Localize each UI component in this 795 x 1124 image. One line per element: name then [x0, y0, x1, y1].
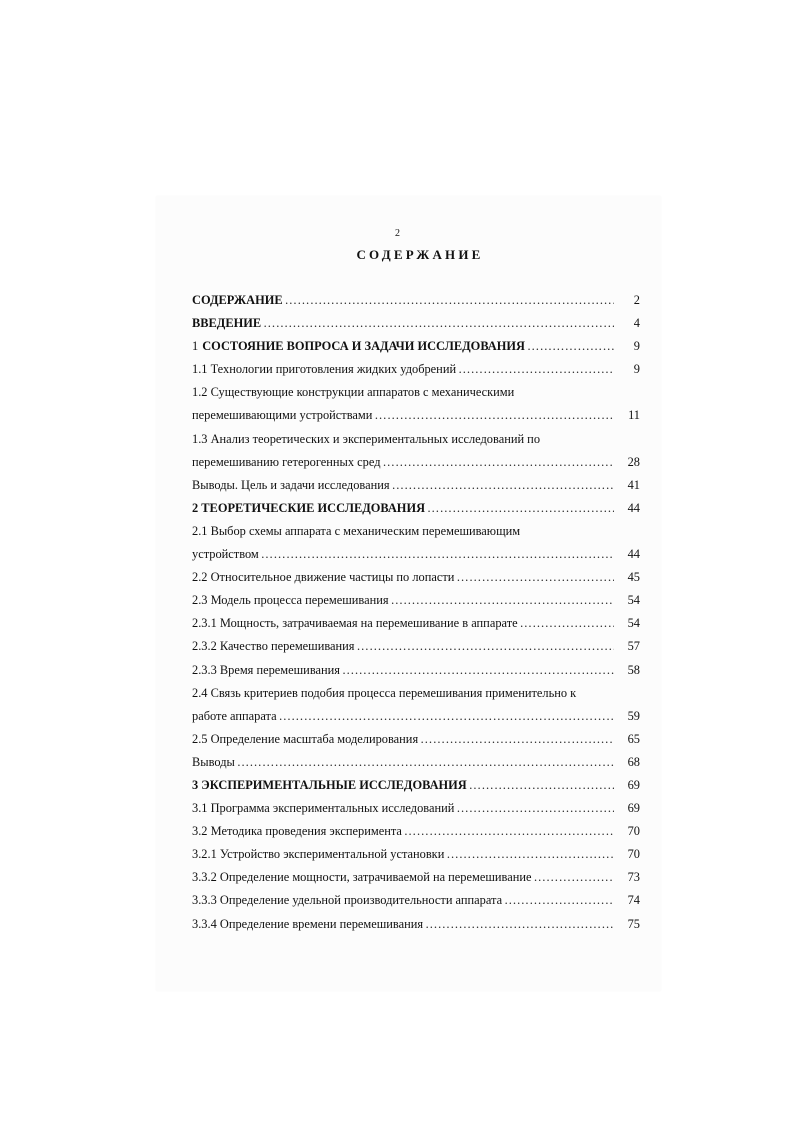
toc-entry-title: 2.3.1 Мощность, затрачиваемая на перемешивание в аппарате	[192, 616, 518, 631]
toc-leader-dots	[420, 729, 614, 749]
toc-leader-dots	[237, 752, 614, 772]
toc-leader-dots	[261, 544, 614, 564]
toc-leader-dots	[383, 452, 615, 472]
toc-entry	[192, 613, 640, 636]
toc-entry-page: 4	[633, 316, 640, 331]
toc-entry-title: 3.2.1 Устройство экспериментальной установки	[192, 847, 445, 862]
toc-leader-dots	[356, 636, 614, 656]
toc-leader-dots	[533, 867, 614, 887]
toc-entry	[192, 521, 640, 544]
toc-entry-title: Выводы. Цель и задачи исследования	[192, 477, 390, 492]
toc-entry	[192, 775, 640, 798]
toc-leader-dots	[342, 660, 614, 680]
toc-entry-title: 2.3 Модель процесса перемешивания	[192, 593, 389, 608]
toc-entry-page: 44	[627, 500, 640, 515]
toc-leader-dots	[458, 359, 614, 379]
toc-entry-title: 2.5 Определение масштаба моделирования	[192, 731, 419, 746]
toc-entry-title: 2 ТЕОРЕТИЧЕСКИЕ ИССЛЕДОВАНИЯ	[192, 500, 426, 515]
toc-entry-title: 2.3.3 Время перемешивания	[192, 662, 340, 677]
toc-leader-dots	[469, 775, 614, 795]
toc-entry	[192, 729, 640, 752]
toc-entry-page: 54	[627, 616, 640, 631]
toc-entry	[192, 475, 640, 498]
toc-leader-dots	[374, 405, 614, 425]
toc-entry-title: 3 ЭКСПЕРИМЕНТАЛЬНЫЕ ИССЛЕДОВАНИЯ	[192, 777, 467, 792]
toc-entry-page: 75	[627, 916, 640, 931]
toc-entry-page: 70	[627, 824, 640, 839]
toc-entry	[192, 544, 640, 567]
toc-entry-title: 3.3.2 Определение мощности, затрачиваемой на перемешивание	[192, 870, 532, 885]
toc-entry	[192, 914, 640, 937]
toc-heading: СОДЕРЖАНИЕ	[356, 247, 484, 262]
toc-entry	[192, 405, 640, 428]
toc-entry-page: 74	[627, 893, 640, 908]
toc-entry-title: ВВЕДЕНИЕ	[192, 316, 262, 331]
toc-leader-dots	[391, 590, 614, 610]
toc-entry-title: СОДЕРЖАНИЕ	[192, 293, 283, 307]
toc-entry-page: 58	[627, 662, 640, 677]
toc-entry-page: 44	[627, 547, 640, 562]
toc-entry-number: 1	[192, 339, 199, 354]
toc-leader-dots	[527, 336, 614, 356]
toc-leader-dots	[392, 475, 614, 495]
toc-entry-page: 69	[627, 801, 640, 816]
toc-entry-page: 41	[627, 477, 640, 492]
toc-leader-dots	[425, 914, 614, 934]
page-number: 2	[395, 228, 400, 239]
toc-entry	[192, 867, 640, 890]
toc-leader-dots	[279, 706, 614, 726]
toc-entry	[192, 683, 640, 706]
toc-entry-page: 68	[627, 754, 640, 769]
toc-leader-dots	[285, 290, 614, 310]
toc-entry-title: 2.2 Относительное движение частицы по лопасти	[192, 570, 455, 585]
toc-entry	[192, 336, 640, 359]
toc-entry-title: 3.1 Программа экспериментальных исследований	[192, 801, 455, 816]
toc-leader-dots	[504, 890, 614, 910]
toc-entry-page: 9	[633, 362, 640, 377]
toc-entry-page: 73	[627, 870, 640, 885]
toc-entry-title: 1.3 Анализ теоретических и экспериментальных исследований по	[192, 431, 541, 446]
toc-entry	[192, 890, 640, 913]
toc-entry	[192, 706, 640, 729]
toc-leader-dots	[446, 844, 614, 864]
toc-entry-page: 57	[627, 639, 640, 654]
toc-entry	[192, 821, 640, 844]
toc-entry-title: 2.4 Связь критериев подобия процесса перемешивания применительно к	[192, 685, 577, 700]
toc-entry	[192, 798, 640, 821]
toc-entry-page: 11	[628, 408, 640, 423]
toc-entry-title: Выводы	[192, 754, 235, 769]
toc-leader-dots	[427, 498, 614, 518]
toc-entry-page: 54	[627, 593, 640, 608]
toc-leader-dots	[404, 821, 614, 841]
toc-entry-page: 9	[633, 339, 640, 354]
toc-entry	[192, 636, 640, 659]
toc-entry-page: 69	[627, 777, 640, 792]
toc-entry-title: 2.1 Выбор схемы аппарата с механическим перемешивающим	[192, 523, 521, 538]
toc-entry-page: 45	[627, 570, 640, 585]
toc-entry	[192, 844, 640, 867]
toc-entry-page: 28	[627, 454, 640, 469]
toc-entry-title: 1.1 Технологии приготовления жидких удобрений	[192, 362, 457, 377]
toc-entry	[192, 660, 640, 683]
toc-leader-dots	[263, 313, 614, 333]
toc-entry-page: 70	[627, 847, 640, 862]
toc-entry	[192, 290, 640, 313]
toc-entry-title: 3.3.4 Определение времени перемешивания	[192, 916, 424, 931]
toc-entry-title: 2.3.2 Качество перемешивания	[192, 639, 355, 654]
toc-entry-page: 59	[627, 708, 640, 723]
toc-entry-title: 1.2 Существующие конструкции аппаратов с механическими	[192, 385, 515, 400]
toc-leader-dots	[456, 798, 614, 818]
toc-entry	[192, 313, 640, 336]
toc-entry-page: 65	[627, 731, 640, 746]
toc-entry-title: 3.3.3 Определение удельной производительности аппарата	[192, 893, 503, 908]
toc-entry	[192, 429, 640, 452]
toc-entry	[192, 498, 640, 521]
toc-entry-title: перемешиванию гетерогенных сред	[192, 454, 381, 469]
toc-entry-title: работе аппарата	[192, 708, 277, 723]
toc-entry-title: СОСТОЯНИЕ ВОПРОСА И ЗАДАЧИ ИССЛЕДОВАНИЯ	[202, 339, 525, 354]
toc-entry	[192, 452, 640, 475]
toc-entry-title: 3.2 Методика проведения эксперимента	[192, 824, 402, 839]
toc-entry	[192, 382, 640, 405]
toc-entry-page: 2	[633, 293, 640, 307]
toc-leader-dots	[456, 567, 614, 587]
toc-entry	[192, 359, 640, 382]
table-of-contents	[192, 290, 640, 937]
toc-leader-dots	[520, 613, 614, 633]
toc-entry	[192, 567, 640, 590]
toc-entry-title: перемешивающими устройствами	[192, 408, 373, 423]
toc-entry	[192, 752, 640, 775]
toc-entry-title: устройством	[192, 547, 259, 562]
toc-entry	[192, 590, 640, 613]
